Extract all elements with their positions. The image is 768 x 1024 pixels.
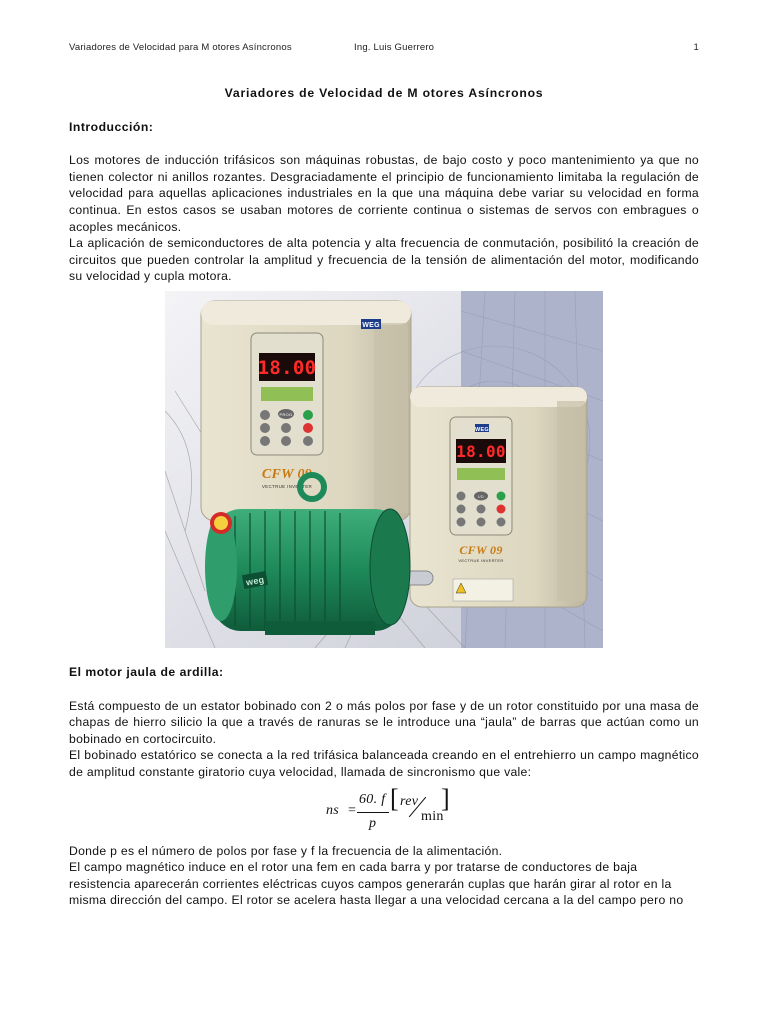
formula-fraction-line [357,812,389,813]
formula-equals: = [348,802,357,818]
brand-logo-large: WEG [362,321,380,329]
formula-bracket-left: [ [390,783,399,813]
formula-lhs: ns [326,802,340,818]
intro-paragraph-1: Los motores de inducción trifásicos son máquinas robustas, de bajo costo y poco mantenimiento ya que no tienen colector ni anillos rozantes. Desgraciadamente el principio de funcionamiento limitaba la regulación de velocidad para aquellas aplicaciones industriales en la que una máquina debe variar su velocidad en forma continua. En estos casos se usaban motores de corriente continua o sistemas de servos con embragues o acoples mecánicos. [69,153,699,234]
formula-unit-top: rev [400,793,419,809]
inverter-display-large: 18.00 [257,356,317,379]
formula-bracket-right: ] [441,783,450,813]
model-label-large: CFW 09 [261,466,313,482]
io-key-label: I/O [478,494,484,499]
formula-denominator: p [369,815,377,831]
squirrel-cage-paragraph-1: Está compuesto de un estator bobinado con 2 o más polos por fase y de un rotor constituido por una masa de chapas de hierro silicio la que a través de ranuras se le introduce una “jaula” de barras que actúan como un bobinado en cortocircuito. [69,698,699,746]
formula-unit-bottom: min [421,808,444,824]
synchronous-speed-formula [69,783,699,837]
model-label-small: CFW 09 [459,542,503,557]
intro-heading: Introducción: [69,119,154,134]
document-body [69,85,699,909]
sublabel-large: VECTRUE INVERTER [261,483,313,489]
header-document-title: Variadores de Velocidad para M otores Asíncronos [69,42,292,53]
sublabel-small: VECTRUE INVERTER [458,557,504,563]
inverter-display-small: 18.00 [456,441,506,461]
intro-paragraph-2: La aplicación de semiconductores de alta potencia y alta frecuencia de conmutación, posibilitó la creación de circuitos que pueden controlar la amplitud y frecuencia de la tensión de alimentación del motor, modificando su velocidad y cupla motora. [69,236,699,284]
header-page-number: 1 [693,42,699,53]
document-title: Variadores de Velocidad de M otores Asíncronos [224,86,544,100]
squirrel-cage-paragraph-2: El bobinado estatórico se conecta a la red trifásica balanceada creando en el entrehierro un campo magnético de amplitud constante giratorio cuya velocidad, llamada de sincronismo que vale: [69,748,699,779]
after-formula-line-1: Donde p es el número de polos por fase y f la frecuencia de la alimentación. [69,843,503,858]
formula-numerator: 60. f [359,791,386,807]
after-formula-paragraph-2: El campo magnético induce en el rotor una fem en cada barra y por tratarse de conductores de baja resistencia aparecerán corrientes eléctricas cuyos campos generarán cuplas que harán girar al rotor en la misma dirección del campo. El rotor se acelera hasta llegar a una velocidad cercana a la del campo pero no [69,860,684,908]
prog-key-label: PROG [279,411,293,417]
page-header [69,42,699,56]
brand-logo-small: WEG [474,426,490,433]
inverter-motor-photo [165,291,603,648]
squirrel-cage-heading: El motor jaula de ardilla: [69,664,224,679]
header-author: Ing. Luis Guerrero [354,42,435,53]
motor-brand-plate: weg [245,574,266,588]
inverter-motor-illustration [165,291,603,648]
